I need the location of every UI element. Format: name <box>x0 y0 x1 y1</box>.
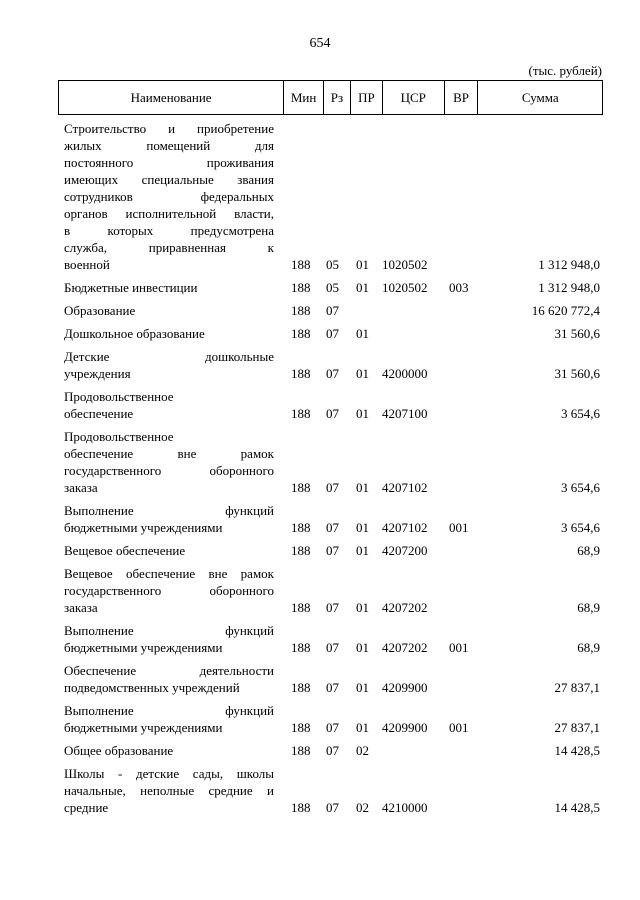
cell-csr: 1020502 <box>382 280 428 295</box>
cell-csr: 4210000 <box>382 800 428 815</box>
row-name <box>64 622 274 656</box>
row-name-line: обеспечение вне рамок <box>64 446 274 461</box>
cell-pr: 01 <box>356 480 369 495</box>
row-name-line: государственного оборонного <box>64 463 274 478</box>
cell-rz: 07 <box>326 720 339 735</box>
row-name <box>64 542 274 559</box>
row-name-line: Обеспечение деятельности <box>64 663 274 678</box>
cell-csr: 4209900 <box>382 680 428 695</box>
row-name <box>64 565 274 616</box>
header-csr: ЦСР <box>383 81 445 114</box>
table-row <box>0 120 640 273</box>
cell-pr: 01 <box>356 326 369 341</box>
cell-pr: 02 <box>356 800 369 815</box>
cell-sum: 16 620 772,4 <box>531 303 600 318</box>
row-name-line: постоянного проживания <box>64 155 274 170</box>
table-row <box>0 702 640 736</box>
page-number: 654 <box>309 36 331 51</box>
cell-min: 188 <box>291 280 311 295</box>
row-name <box>64 302 274 319</box>
cell-sum: 3 654,6 <box>561 480 600 495</box>
cell-sum: 1 312 948,0 <box>538 257 600 272</box>
cell-pr: 02 <box>356 743 369 758</box>
table-row <box>0 325 640 342</box>
cell-sum: 27 837,1 <box>554 680 600 695</box>
table-row <box>0 428 640 496</box>
row-name <box>64 279 274 296</box>
row-name-line: начальные, неполные средние и <box>64 783 274 798</box>
row-name <box>64 325 274 342</box>
table-row <box>0 622 640 656</box>
row-name-line: Выполнение функций <box>64 703 274 718</box>
header-vr: ВР <box>445 81 479 114</box>
cell-csr: 4207102 <box>382 520 428 535</box>
cell-pr: 01 <box>356 543 369 558</box>
cell-rz: 05 <box>326 280 339 295</box>
row-name <box>64 428 274 496</box>
cell-pr: 01 <box>356 406 369 421</box>
row-name-line: жилых помещений для <box>64 138 274 153</box>
cell-sum: 27 837,1 <box>554 720 600 735</box>
cell-rz: 07 <box>326 543 339 558</box>
cell-pr: 01 <box>356 680 369 695</box>
cell-min: 188 <box>291 600 311 615</box>
cell-min: 188 <box>291 303 311 318</box>
cell-sum: 31 560,6 <box>554 366 600 381</box>
row-name <box>64 388 274 422</box>
row-name-line: бюджетными учреждениями <box>64 520 223 535</box>
cell-rz: 07 <box>326 680 339 695</box>
row-name-line: Образование <box>64 303 136 318</box>
header-name: Наименование <box>59 81 284 114</box>
cell-sum: 68,9 <box>577 640 600 655</box>
cell-sum: 14 428,5 <box>554 800 600 815</box>
cell-vr: 001 <box>449 640 469 655</box>
row-name <box>64 765 274 816</box>
cell-pr: 01 <box>356 720 369 735</box>
table-row <box>0 502 640 536</box>
row-name-line: Вещевое обеспечение вне рамок <box>64 566 274 581</box>
row-name-line: Продовольственное <box>64 429 174 444</box>
header-sum: Сумма <box>521 89 559 105</box>
cell-rz: 07 <box>326 406 339 421</box>
row-name-line: органов исполнительной власти, <box>64 206 274 221</box>
cell-vr: 003 <box>449 280 469 295</box>
table-row <box>0 279 640 296</box>
row-name-line: имеющих специальные звания <box>64 172 274 187</box>
cell-pr: 01 <box>356 280 369 295</box>
cell-csr: 4200000 <box>382 366 428 381</box>
cell-min: 188 <box>291 743 311 758</box>
cell-pr: 01 <box>356 257 369 272</box>
cell-rz: 07 <box>326 600 339 615</box>
cell-sum: 68,9 <box>577 600 600 615</box>
cell-min: 188 <box>291 680 311 695</box>
row-name <box>64 348 274 382</box>
cell-min: 188 <box>291 326 311 341</box>
cell-rz: 07 <box>326 800 339 815</box>
row-name <box>64 502 274 536</box>
cell-csr: 1020502 <box>382 257 428 272</box>
cell-sum: 68,9 <box>577 543 600 558</box>
cell-min: 188 <box>291 520 311 535</box>
table-row <box>0 388 640 422</box>
cell-min: 188 <box>291 257 311 272</box>
row-name <box>64 120 274 273</box>
cell-pr: 01 <box>356 600 369 615</box>
row-name-line: Строительство и приобретение <box>64 121 274 136</box>
row-name-line: в которых предусмотрена <box>64 223 274 238</box>
row-name-line: Детские дошкольные <box>64 349 274 364</box>
cell-csr: 4207202 <box>382 600 428 615</box>
row-name-line: Дошкольное образование <box>64 326 205 341</box>
row-name-line: заказа <box>64 600 98 615</box>
cell-vr: 001 <box>449 720 469 735</box>
table-row <box>0 662 640 696</box>
row-name-line: служба, приравненная к <box>64 240 274 255</box>
cell-sum: 31 560,6 <box>554 326 600 341</box>
table-row <box>0 302 640 319</box>
header-pr: ПР <box>351 81 383 114</box>
cell-min: 188 <box>291 406 311 421</box>
cell-min: 188 <box>291 720 311 735</box>
row-name-line: Продовольственное <box>64 389 174 404</box>
row-name-line: государственного оборонного <box>64 583 274 598</box>
row-name-line: Вещевое обеспечение <box>64 543 186 558</box>
cell-csr: 4207102 <box>382 480 428 495</box>
row-name <box>64 702 274 736</box>
cell-pr: 01 <box>356 366 369 381</box>
header-rz: Рз <box>324 81 351 114</box>
cell-csr: 4207202 <box>382 640 428 655</box>
row-name-line: обеспечение <box>64 406 134 421</box>
row-name-line: заказа <box>64 480 98 495</box>
row-name-line: средние <box>64 800 109 815</box>
header-min: Мин <box>284 81 324 114</box>
row-name-line: бюджетными учреждениями <box>64 720 223 735</box>
cell-min: 188 <box>291 640 311 655</box>
row-name-line: военной <box>64 257 110 272</box>
cell-rz: 07 <box>326 743 339 758</box>
cell-csr: 4209900 <box>382 720 428 735</box>
row-name-line: Выполнение функций <box>64 623 274 638</box>
cell-sum: 3 654,6 <box>561 406 600 421</box>
cell-csr: 4207100 <box>382 406 428 421</box>
row-name-line: Общее образование <box>64 743 174 758</box>
cell-pr: 01 <box>356 640 369 655</box>
cell-rz: 07 <box>326 640 339 655</box>
cell-min: 188 <box>291 800 311 815</box>
cell-rz: 07 <box>326 520 339 535</box>
units-note: (тыс. рублей) <box>528 63 602 78</box>
row-name-line: учреждения <box>64 366 131 381</box>
table-row <box>0 742 640 759</box>
table-row <box>0 565 640 616</box>
row-name-line: Бюджетные инвестиции <box>64 280 198 295</box>
table-header <box>58 80 603 115</box>
row-name-line: Школы - детские сады, школы <box>64 766 274 781</box>
cell-sum: 1 312 948,0 <box>538 280 600 295</box>
cell-rz: 07 <box>326 326 339 341</box>
table-row <box>0 348 640 382</box>
row-name-line: Выполнение функций <box>64 503 274 518</box>
cell-rz: 07 <box>326 480 339 495</box>
table-row <box>0 542 640 559</box>
table-row <box>0 765 640 816</box>
cell-csr: 4207200 <box>382 543 428 558</box>
cell-rz: 05 <box>326 257 339 272</box>
cell-pr: 01 <box>356 520 369 535</box>
cell-min: 188 <box>291 480 311 495</box>
row-name <box>64 742 274 759</box>
row-name-line: сотрудников федеральных <box>64 189 274 204</box>
cell-min: 188 <box>291 543 311 558</box>
row-name-line: бюджетными учреждениями <box>64 640 223 655</box>
cell-rz: 07 <box>326 303 339 318</box>
row-name-line: подведомственных учреждений <box>64 680 240 695</box>
cell-vr: 001 <box>449 520 469 535</box>
cell-sum: 14 428,5 <box>554 743 600 758</box>
cell-sum: 3 654,6 <box>561 520 600 535</box>
row-name <box>64 662 274 696</box>
cell-rz: 07 <box>326 366 339 381</box>
cell-min: 188 <box>291 366 311 381</box>
